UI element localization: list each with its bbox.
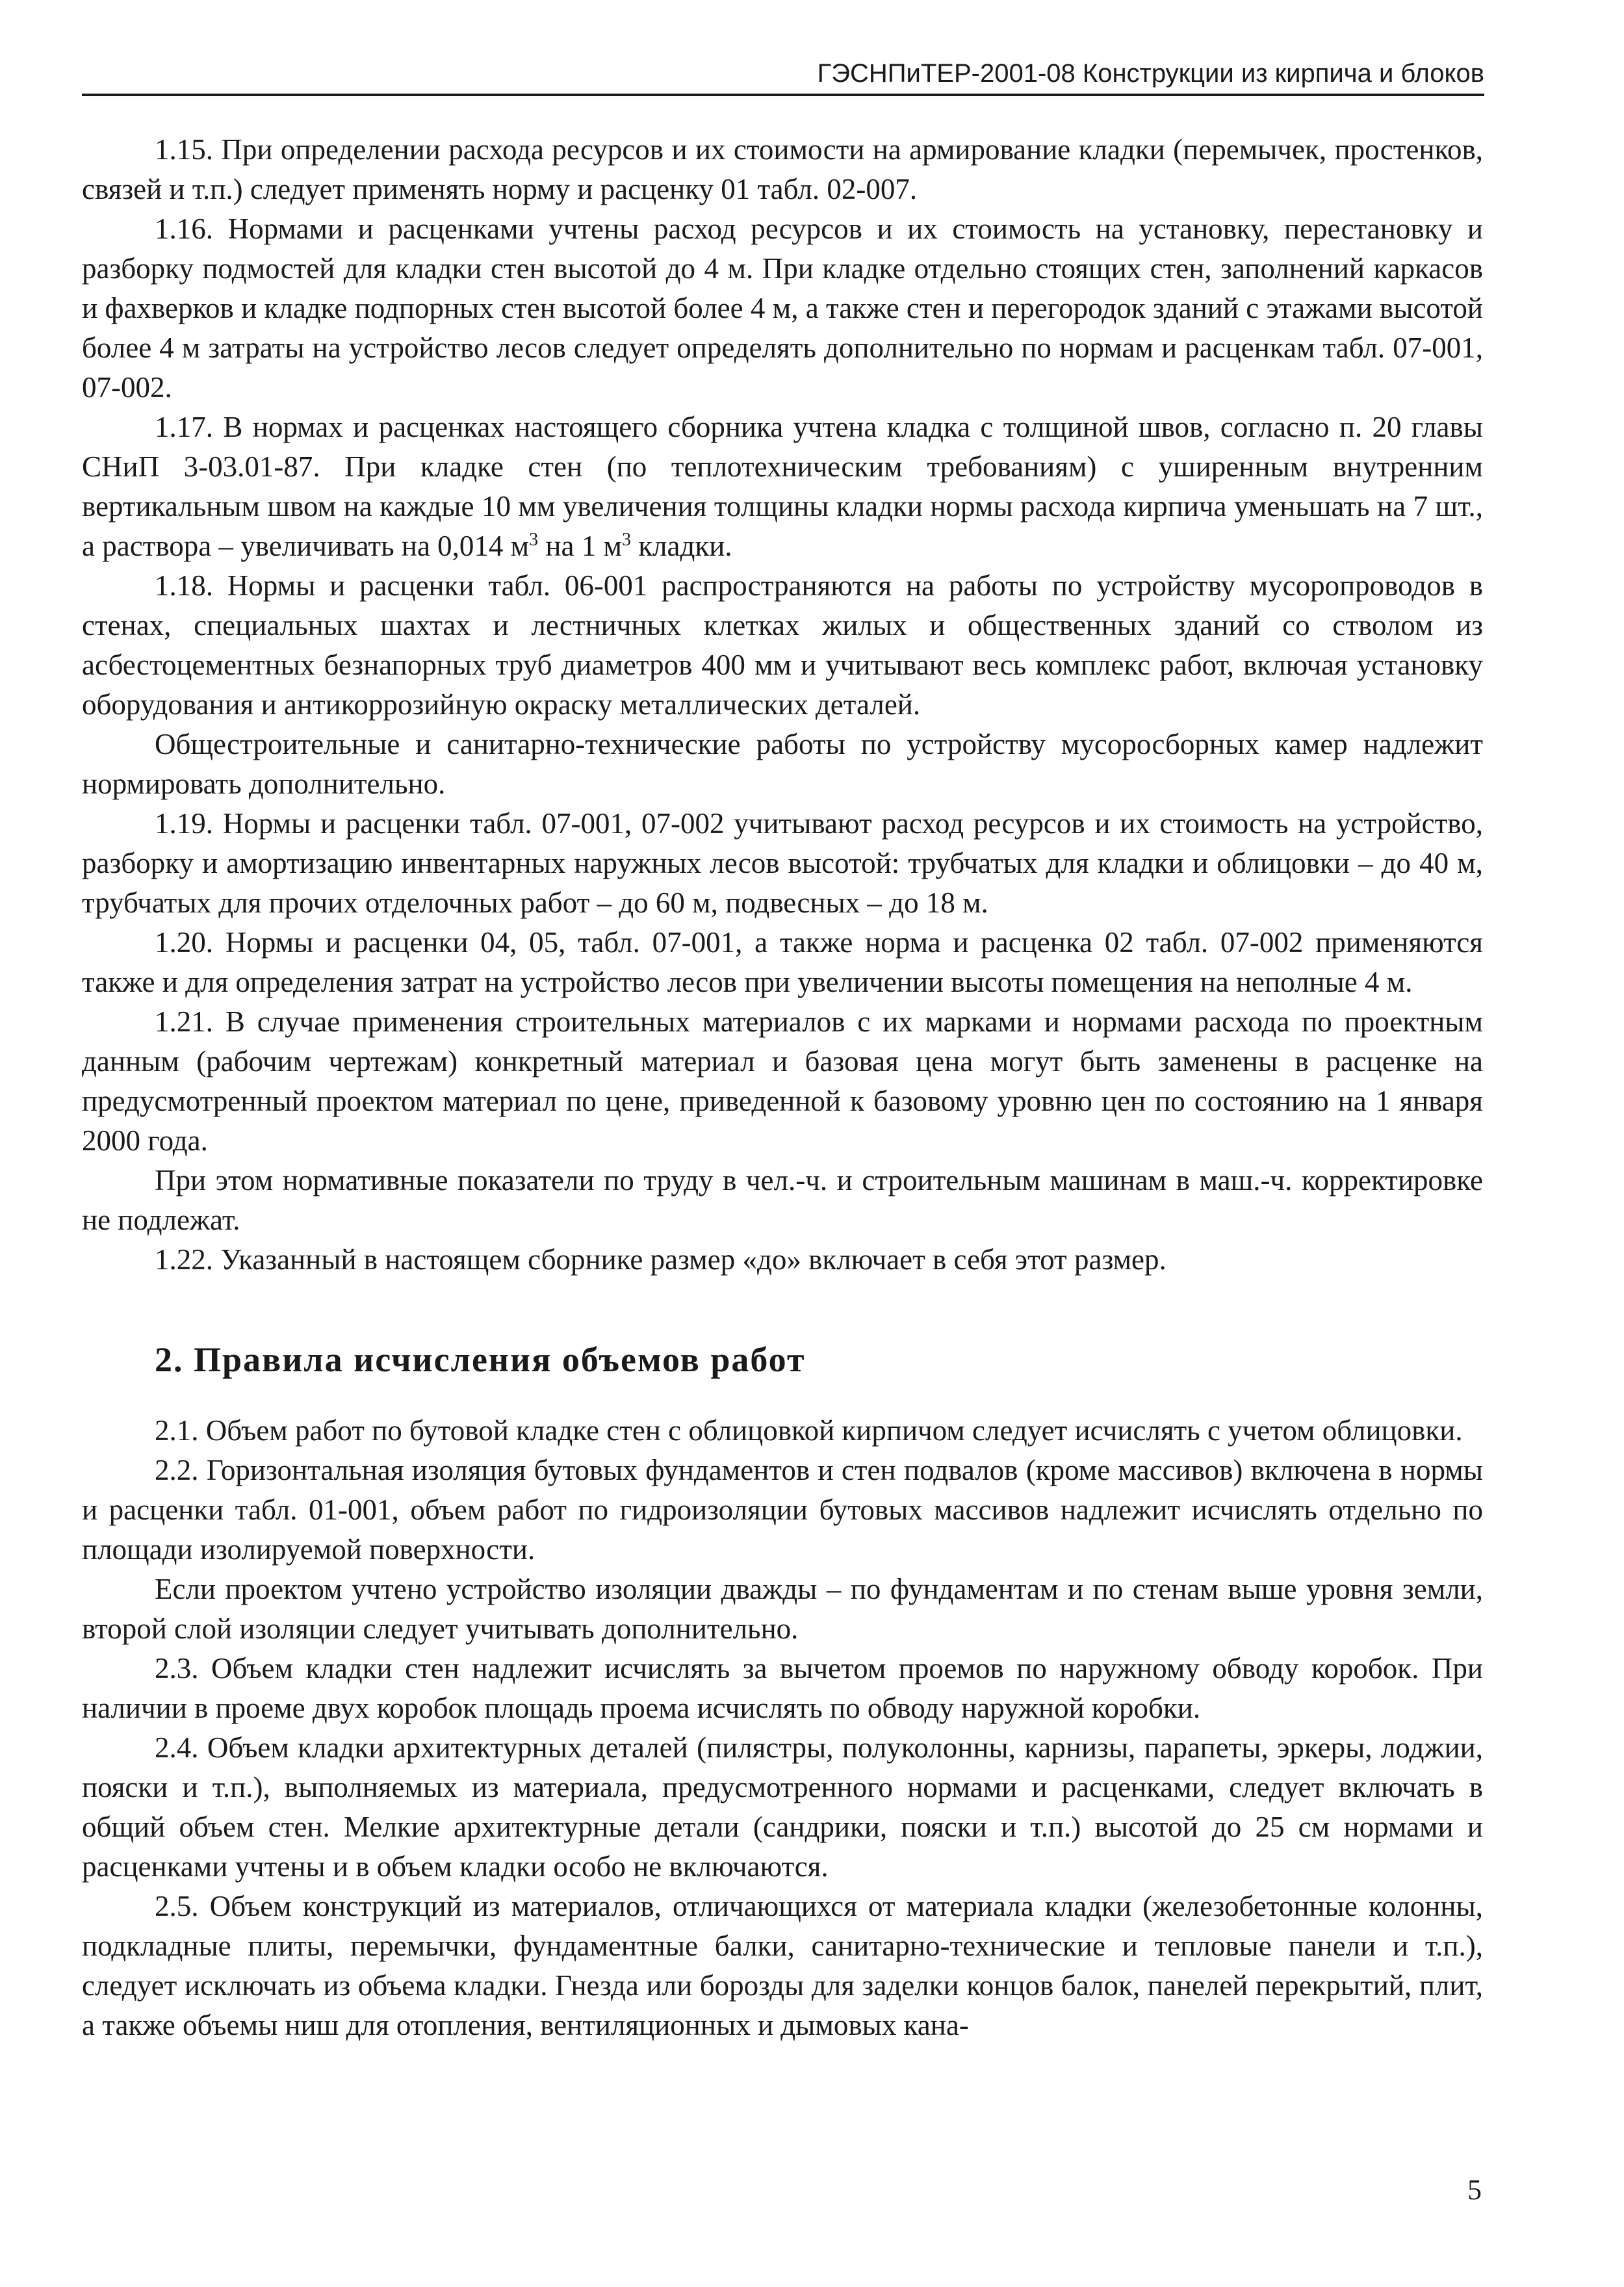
paragraph-1-17-text-b: на 1 м (538, 530, 622, 562)
page-number: 5 (1467, 2174, 1482, 2206)
superscript-cubic-2: 3 (621, 530, 631, 550)
paragraph-1-17-text-c: кладки. (630, 530, 732, 562)
paragraph-1-20: 1.20. Нормы и расценки 04, 05, табл. 07-001, а также норма и расценка 02 табл. 07-002 применяются также и для определения затрат на устройство лесов при увеличении высоты помещения на неполные 4 м. (82, 926, 1483, 998)
paragraph-1-19: 1.19. Нормы и расценки табл. 07-001, 07-002 учитывают расход ресурсов и их стоимость на устройство, разборку и амортизацию инвентарных наружных лесов высотой: трубчатых для кладки и облицовки – до 40 м, трубчатых для прочих отделочных работ – до 60 м, подвесных – до 18 м. (82, 807, 1483, 919)
paragraph-1-21: 1.21. В случае применения строительных материалов с их марками и нормами расхода по проектным данным (рабочим чертежам) конкретный материал и базовая цена могут быть заменены в расценке на предусмотренный проектом материал по цене, приведенной к базовому уровню цен по состоянию на 1 января 2000 года. (82, 1005, 1483, 1157)
paragraph-2-2: 2.2. Горизонтальная изоляция бутовых фундаментов и стен подвалов (кроме массивов) включена в нормы и расценки табл. 01-001, объем работ по гидроизоляции бутовых массивов надлежит исчислять отдельно по площади изолируемой поверхности. (82, 1454, 1483, 1566)
paragraph-1-17-text-a: 1.17. В нормах и расценках настоящего сборника учтена кладка с толщиной швов, согласно п. 20 главы СНиП 3-03.01-87. При кладке стен (по теплотехническим требованиям) с уширенным внутренним вертикальным швом на каждые 10 мм увеличения толщины кладки нормы расхода кирпича уменьшать на 7 шт., а раствора – увеличивать на 0,014 м (82, 411, 1483, 562)
paragraph-2-4: 2.4. Объем кладки архитектурных деталей (пилястры, полуколонны, карнизы, парапеты, эркеры, лоджии, пояски и т.п.), выполняемых из материала, предусмотренного нормами и расценками, следует включать в общий объем стен. Мелкие архитектурные детали (сандрики, пояски и т.п.) высотой до 25 см нормами и расценками учтены и в объем кладки особо не включаются. (82, 1731, 1483, 1883)
paragraph-2-3: 2.3. Объем кладки стен надлежит исчислять за вычетом проемов по наружному обводу коробок. При наличии в проеме двух коробок площадь проема исчислять по обводу наружной коробки. (82, 1652, 1483, 1724)
paragraph-1-16: 1.16. Нормами и расценками учтены расход ресурсов и их стоимость на установку, перестановку и разборку подмостей для кладки стен высотой до 4 м. При кладке отдельно стоящих стен, заполнений каркасов и фахверков и кладке подпорных стен высотой более 4 м, а также стен и перегородок зданий с этажами высотой более 4 м затраты на устройство лесов следует определять дополнительно по нормам и расценкам табл. 07-001, 07-002. (82, 213, 1483, 404)
header-divider (82, 94, 1484, 96)
paragraph-1-18: 1.18. Нормы и расценки табл. 06-001 распространяются на работы по устройству мусоропроводов в стенах, специальных шахтах и лестничных клетках жилых и общественных зданий со стволом из асбестоцементных безнапорных труб диаметров 400 мм и учитывают весь комплекс работ, включая установку оборудования и антикоррозийную окраску металлических деталей. (82, 569, 1483, 721)
section-heading: 2. Правила исчисления объемов работ (155, 1340, 806, 1379)
paragraph-2-1: 2.1. Объем работ по бутовой кладке стен с облицовкой кирпичом следует исчислять с учетом облицовки. (155, 1414, 1463, 1447)
running-header: ГЭСНПиТЕР-2001-08 Конструкции из кирпича и блоков (817, 59, 1484, 88)
paragraph-2-5: 2.5. Объем конструкций из материалов, отличающихся от материала кладки (железобетонные колонны, подкладные плиты, перемычки, фундаментные балки, санитарно-технические и тепловые панели и т.п.), следует исключать из объема кладки. Гнезда или борозды для заделки концов балок, панелей перекрытий, плит, а также объемы ниш для отопления, вентиляционных и дымовых кана- (82, 1890, 1483, 2041)
superscript-cubic-1: 3 (529, 530, 539, 550)
paragraph-1-22: 1.22. Указанный в настоящем сборнике размер «до» включает в себя этот размер. (155, 1243, 1166, 1276)
paragraph-2-2-cont: Если проектом учтено устройство изоляции дважды – по фундаментам и по стенам выше уровня земли, второй слой изоляции следует учитывать дополнительно. (82, 1573, 1483, 1645)
document-body (82, 130, 1483, 2045)
paragraph-1-18-cont: Общестроительные и санитарно-технические работы по устройству мусоросборных камер надлежит нормировать дополнительно. (82, 728, 1483, 800)
paragraph-1-21-cont: При этом нормативные показатели по труду в чел.-ч. и строительным машинам в маш.-ч. корректировке не подлежат. (82, 1164, 1483, 1236)
paragraph-1-17 (82, 407, 1483, 566)
paragraph-1-15: 1.15. При определении расхода ресурсов и их стоимости на армирование кладки (перемычек, простенков, связей и т.п.) следует применять норму и расценку 01 табл. 02-007. (82, 133, 1483, 205)
